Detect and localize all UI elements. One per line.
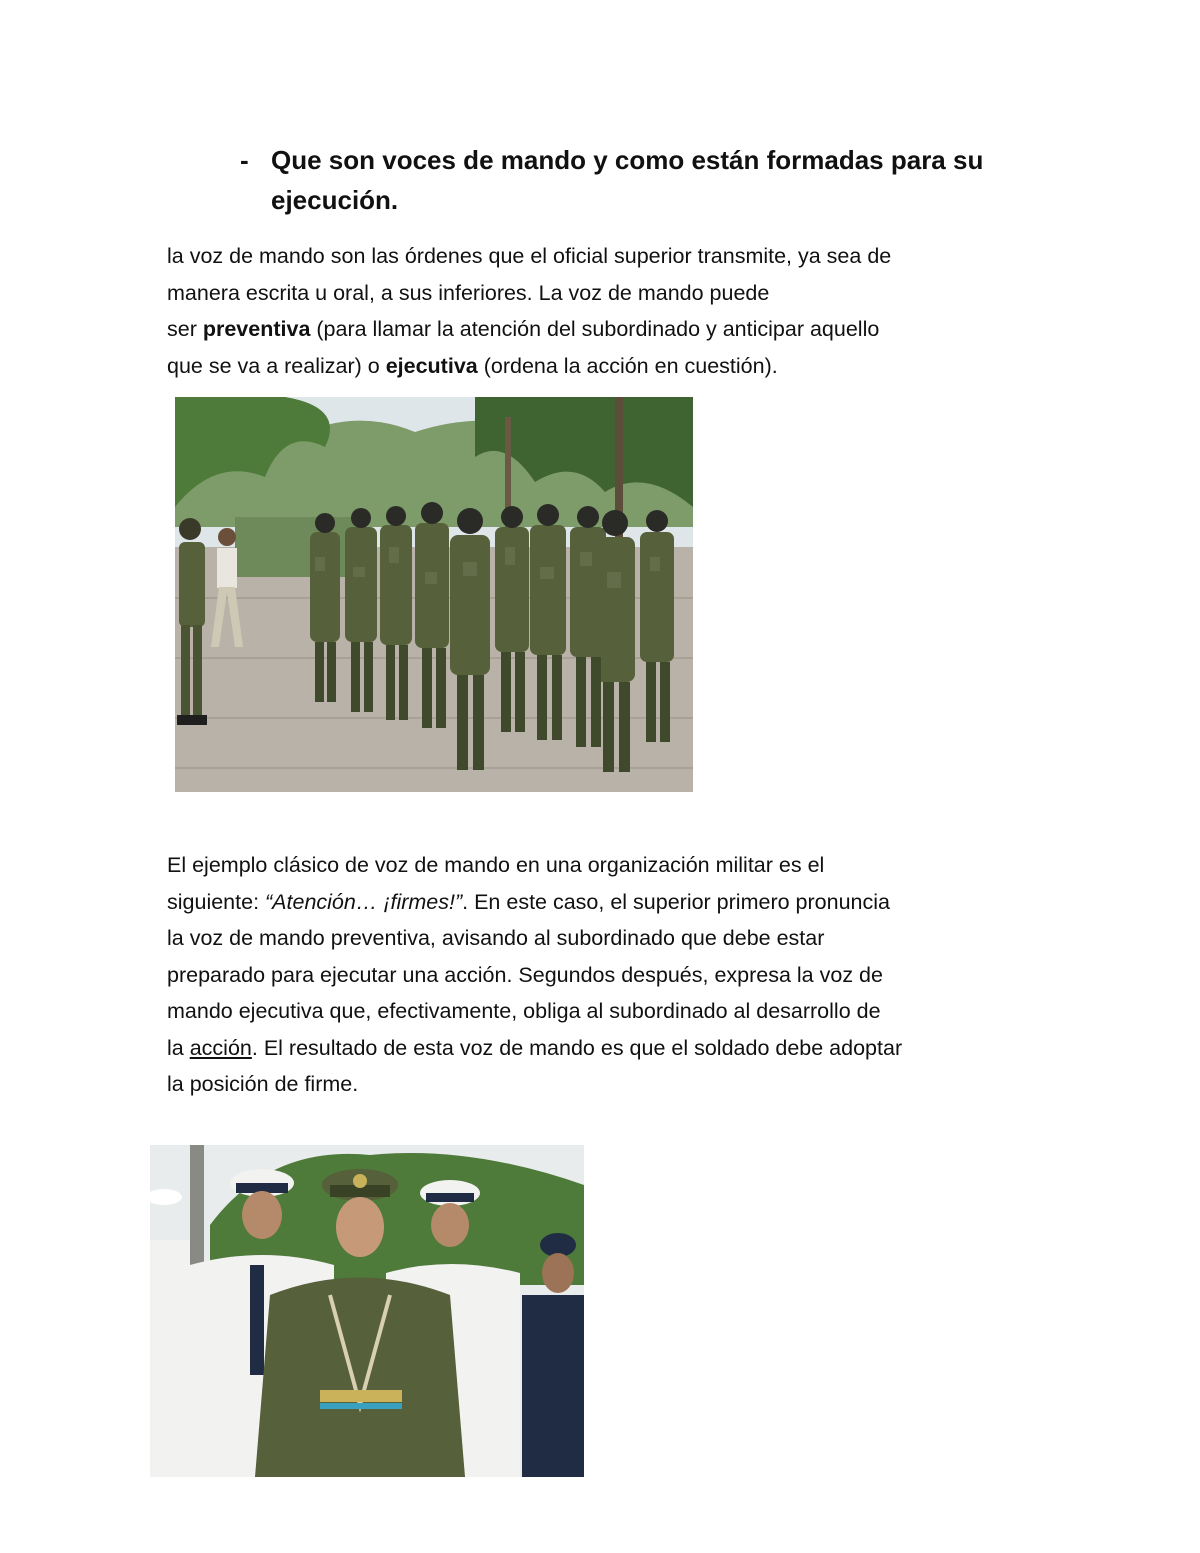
text-run: (para llamar la atención del subordinado y anticipar aquello xyxy=(310,317,880,341)
accion-link[interactable]: acción xyxy=(189,1035,252,1060)
text-run: la xyxy=(167,1035,190,1060)
paragraph-line xyxy=(167,884,1047,921)
paragraph-line: manera escrita u oral, a sus inferiores. La voz de mando puede xyxy=(167,280,770,305)
paragraph-example xyxy=(167,847,1047,1103)
bullet-dash: - xyxy=(240,145,249,175)
heading-line-1: Que son voces de mando y como están formadas para su xyxy=(271,145,984,175)
italic-command-quote: “Atención… ¡firmes!” xyxy=(265,889,463,914)
paragraph-line: la posición de firme. xyxy=(167,1072,359,1096)
cadets-parade-illustration xyxy=(150,1145,584,1477)
text-run: (ordena la acción en cuestión). xyxy=(477,353,778,378)
bold-term-preventiva: preventiva xyxy=(202,317,311,341)
cadets-parade-photo xyxy=(150,1145,584,1477)
paragraph-line xyxy=(167,348,1047,385)
paragraph-line: mando ejecutiva que, efectivamente, obliga al subordinado al desarrollo de xyxy=(167,999,881,1023)
text-run: siguiente: xyxy=(167,889,266,914)
heading-line-2: ejecución. xyxy=(271,185,399,215)
text-run: que se va a realizar) o xyxy=(167,353,386,378)
text-run: . En este caso, el superior primero pronuncia xyxy=(462,889,890,914)
soldiers-formation-illustration xyxy=(175,397,693,792)
paragraph-line xyxy=(167,1030,1047,1067)
text-run: ser xyxy=(167,317,203,341)
soldiers-formation-photo xyxy=(175,397,693,792)
heading-text xyxy=(271,140,1031,220)
paragraph-line: preparado para ejecutar una acción. Segundos después, expresa la voz de xyxy=(167,962,883,987)
paragraph-definition xyxy=(167,238,1047,384)
bold-term-ejecutiva: ejecutiva xyxy=(385,353,478,378)
paragraph-line: la voz de mando preventiva, avisando al subordinado que debe estar xyxy=(167,926,825,950)
paragraph-line: la voz de mando son las órdenes que el oficial superior transmite, ya sea de xyxy=(167,244,892,268)
paragraph-line: El ejemplo clásico de voz de mando en una organización militar es el xyxy=(167,853,825,877)
text-run: . El resultado de esta voz de mando es que el soldado debe adoptar xyxy=(251,1035,903,1060)
paragraph-line xyxy=(167,311,1047,348)
